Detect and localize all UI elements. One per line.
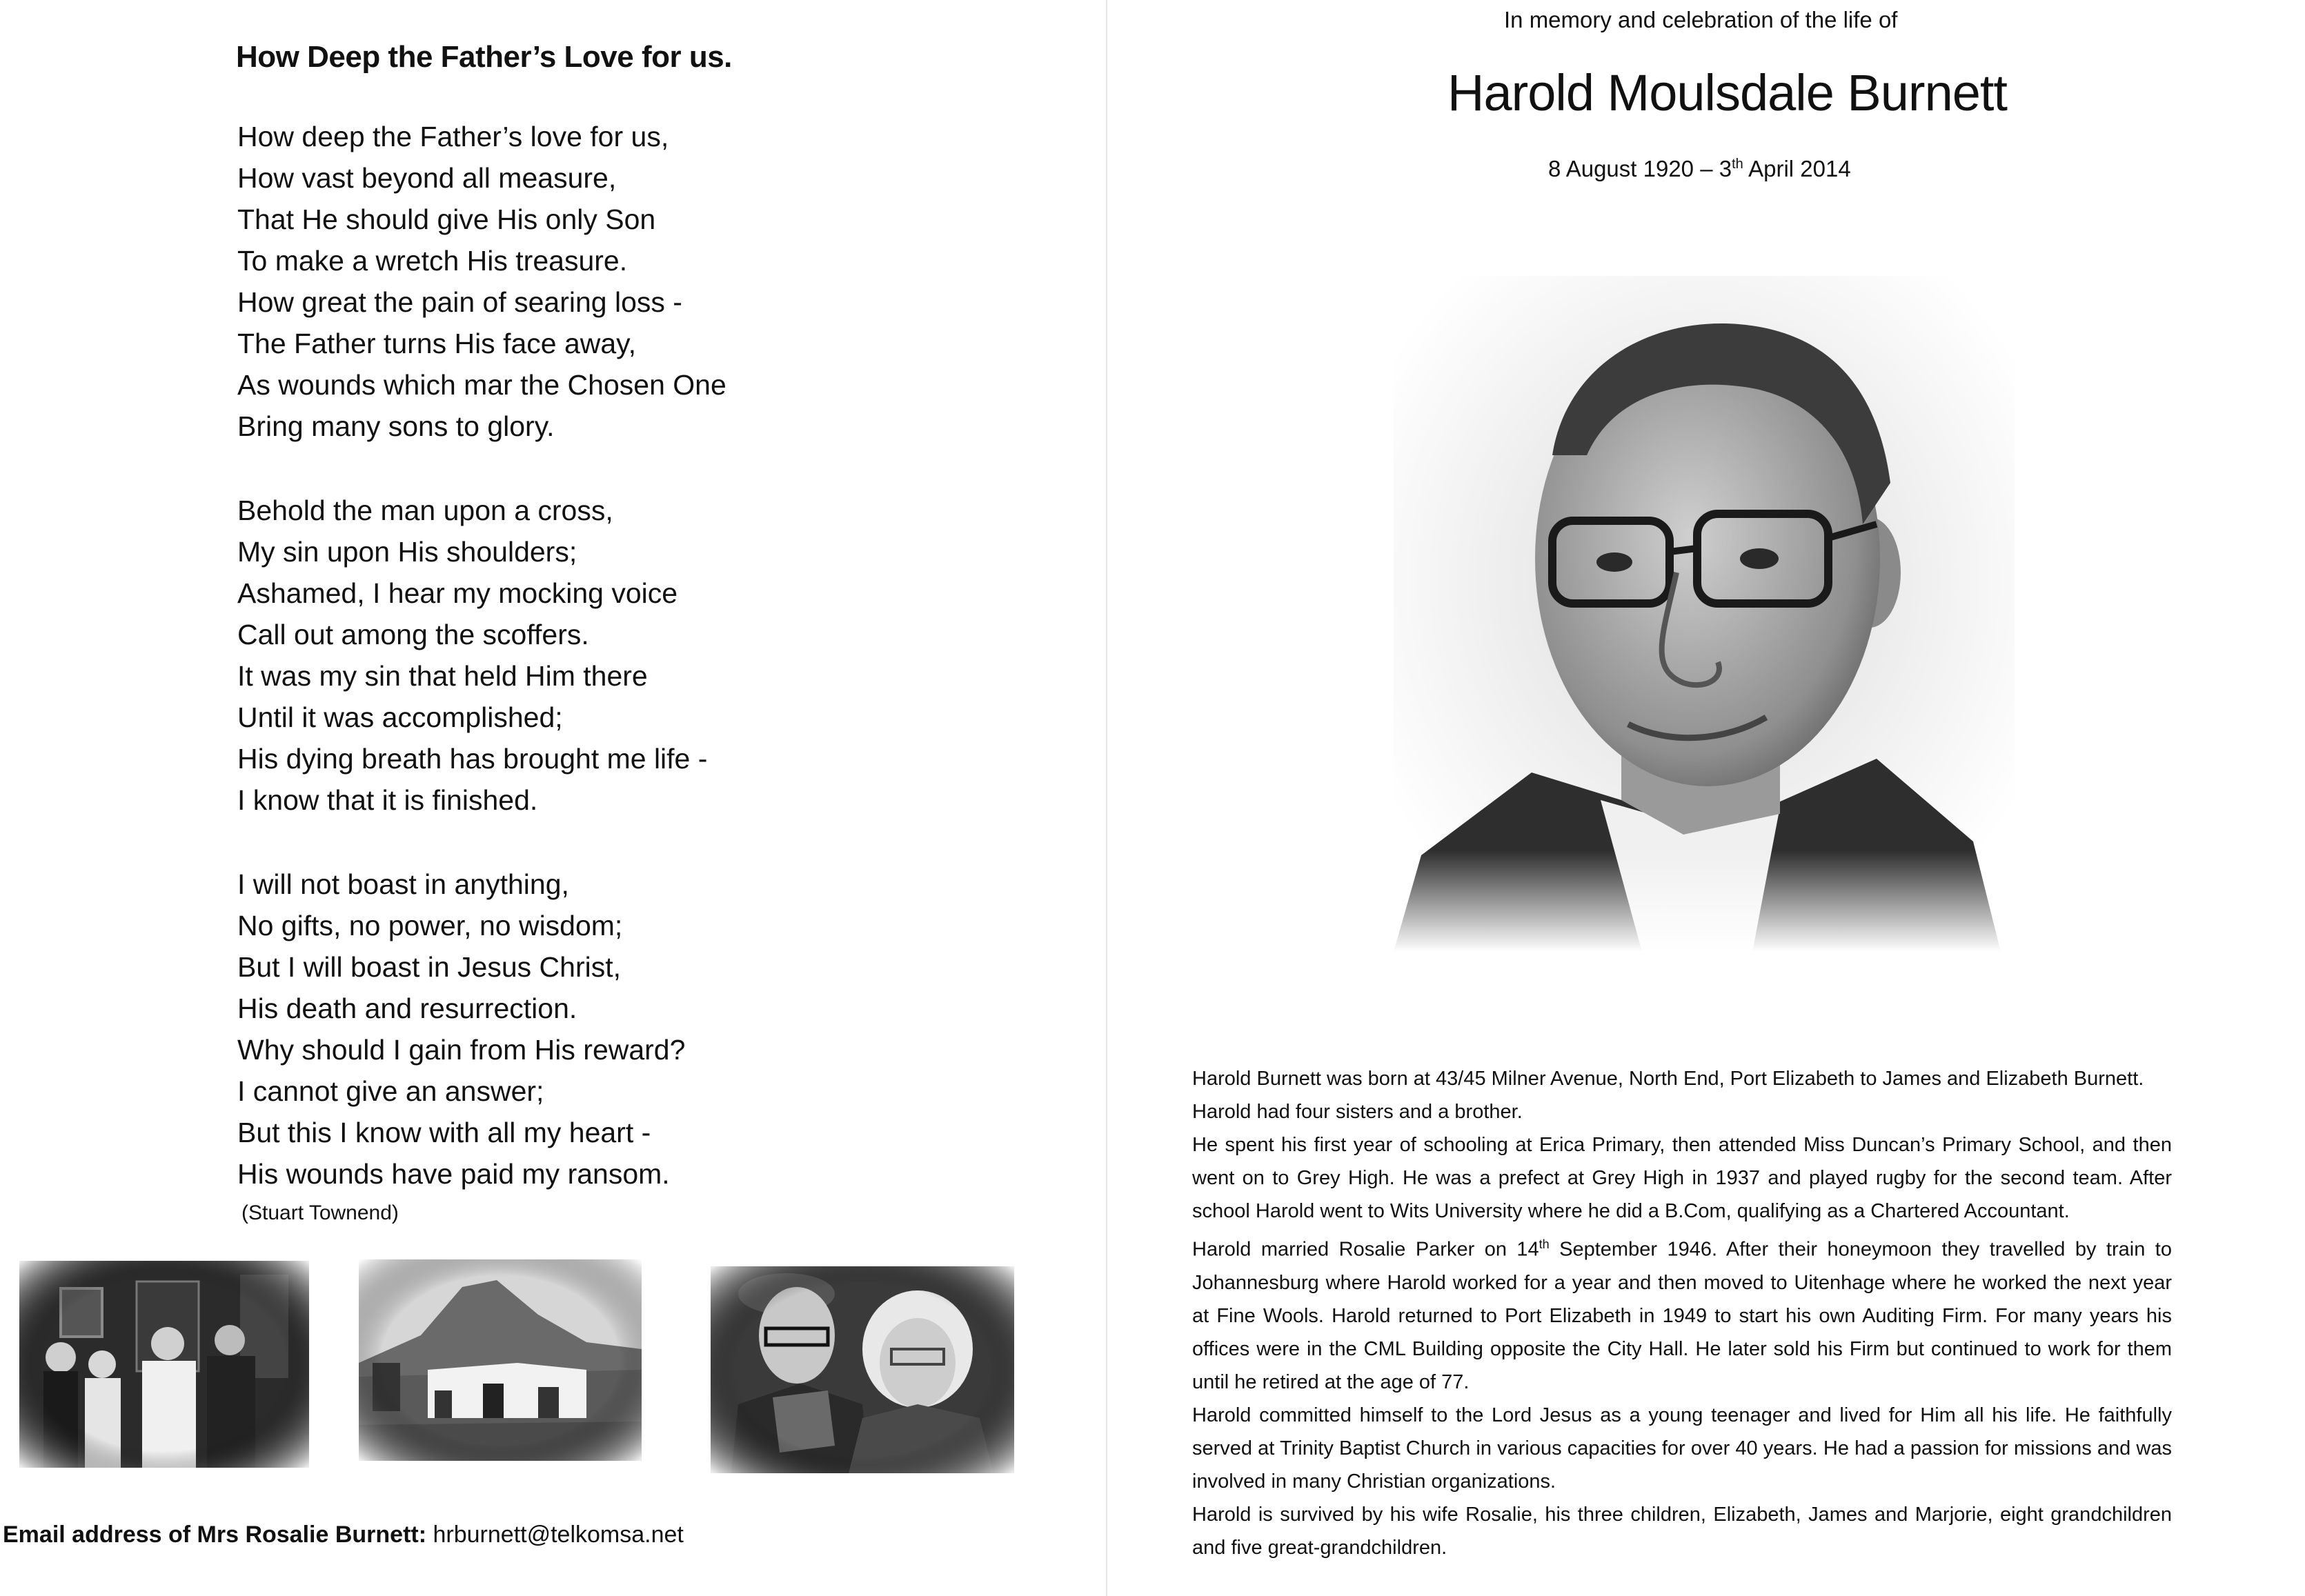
verse-line: I will not boast in anything, [237, 868, 569, 900]
bio-paragraph: Harold is survived by his wife Rosalie, his three children, Elizabeth, James and Marjorie, eight grandchildren and five great-grandchildren. [1192, 1503, 2172, 1559]
verse-line: That He should give His only Son [237, 203, 656, 235]
bio-paragraph: He spent his first year of schooling at Erica Primary, then attended Miss Duncan’s Primary School, and then went on to Grey High. He was a prefect at Grey High in 1937 and played rugby for the second team. After school Harold went to Wits University where he did a B.Com, qualifying as a Chartered Accountant. [1192, 1134, 2172, 1222]
verse-line: Why should I gain from His reward? [237, 1034, 686, 1066]
hymn-verse-3 [237, 864, 685, 1195]
verse-line: To make a wretch His treasure. [237, 245, 628, 277]
verse-line: I cannot give an answer; [237, 1075, 544, 1107]
verse-line: The Father turns His face away, [237, 328, 637, 359]
verse-line: Ashamed, I hear my mocking voice [237, 577, 678, 609]
verse-line: My sin upon His shoulders; [237, 536, 577, 568]
bio-superscript: th [1539, 1237, 1550, 1251]
biography [1192, 1062, 2172, 1564]
verse-line: I know that it is finished. [237, 784, 538, 816]
hymn-credit: (Stuart Townend) [241, 1201, 399, 1224]
verse-line: Behold the man upon a cross, [237, 495, 613, 526]
verse-line: How vast beyond all measure, [237, 162, 617, 194]
verse-line: It was my sin that held Him there [237, 660, 648, 692]
memorial-intro: In memory and celebration of the life of [1504, 7, 1898, 32]
verse-line: But I will boast in Jesus Christ, [237, 951, 621, 983]
hymn-verse-1 [237, 116, 726, 447]
verse-line: How deep the Father’s love for us, [237, 121, 669, 152]
bio-paragraph [1192, 1228, 2172, 1399]
dates-start: 8 August 1920 – 3 [1548, 156, 1732, 181]
hymn-verse-2 [237, 490, 707, 821]
verse-line: No gifts, no power, no wisdom; [237, 910, 623, 941]
landscape-house-photo [359, 1259, 642, 1461]
verse-line: As wounds which mar the Chosen One [237, 369, 726, 401]
verse-line: Bring many sons to glory. [237, 410, 555, 442]
page-fold [1106, 0, 1107, 1596]
verse-line: His wounds have paid my ransom. [237, 1158, 670, 1190]
dates-superscript: th [1732, 157, 1743, 172]
portrait-photo [1394, 276, 2015, 952]
family-group-photo [19, 1261, 309, 1468]
dates-end: April 2014 [1743, 156, 1851, 181]
verse-line: Call out among the scoffers. [237, 619, 589, 650]
verse-line: How great the pain of searing loss - [237, 286, 682, 318]
bio-paragraph: Harold Burnett was born at 43/45 Milner Avenue, North End, Port Elizabeth to James and Elizabeth Burnett. [1192, 1068, 2144, 1090]
bio-paragraph: Harold committed himself to the Lord Jesus as a young teenager and lived for Him all his life. He faithfully served at Trinity Baptist Church in various capacities for over 40 years. He had a passion for missions and was involved in many Christian organizations. [1192, 1404, 2172, 1493]
couple-photo [711, 1266, 1014, 1473]
verse-line: His dying breath has brought me life - [237, 743, 708, 775]
bio-text: September 1946. After their honeymoon they travelled by train to Johannesburg where Harold worked for a year and then moved to Uitenhage where he worked the next year at Fine Wools. Harold returned to Port Elizabeth in 1949 to start his own Auditing Firm. For many years his offices were in the CML Building opposite the City Hall. He later sold his Firm but continued to work for them until he retired at the age of 77. [1192, 1238, 2172, 1393]
email-address[interactable]: hrburnett@telkomsa.net [433, 1522, 684, 1548]
bio-paragraph: Harold had four sisters and a brother. [1192, 1101, 1523, 1123]
verse-line: His death and resurrection. [237, 992, 577, 1024]
email-label: Email address of Mrs Rosalie Burnett: [3, 1522, 427, 1548]
verse-line: But this I know with all my heart - [237, 1117, 651, 1148]
hymn-title: How Deep the Father’s Love for us. [236, 40, 732, 74]
email-line [3, 1522, 684, 1548]
memorial-name: Harold Moulsdale Burnett [1447, 64, 2007, 121]
bio-text: Harold married Rosalie Parker on 14 [1192, 1238, 1539, 1261]
verse-line: Until it was accomplished; [237, 701, 563, 733]
memorial-dates [1548, 156, 1851, 182]
